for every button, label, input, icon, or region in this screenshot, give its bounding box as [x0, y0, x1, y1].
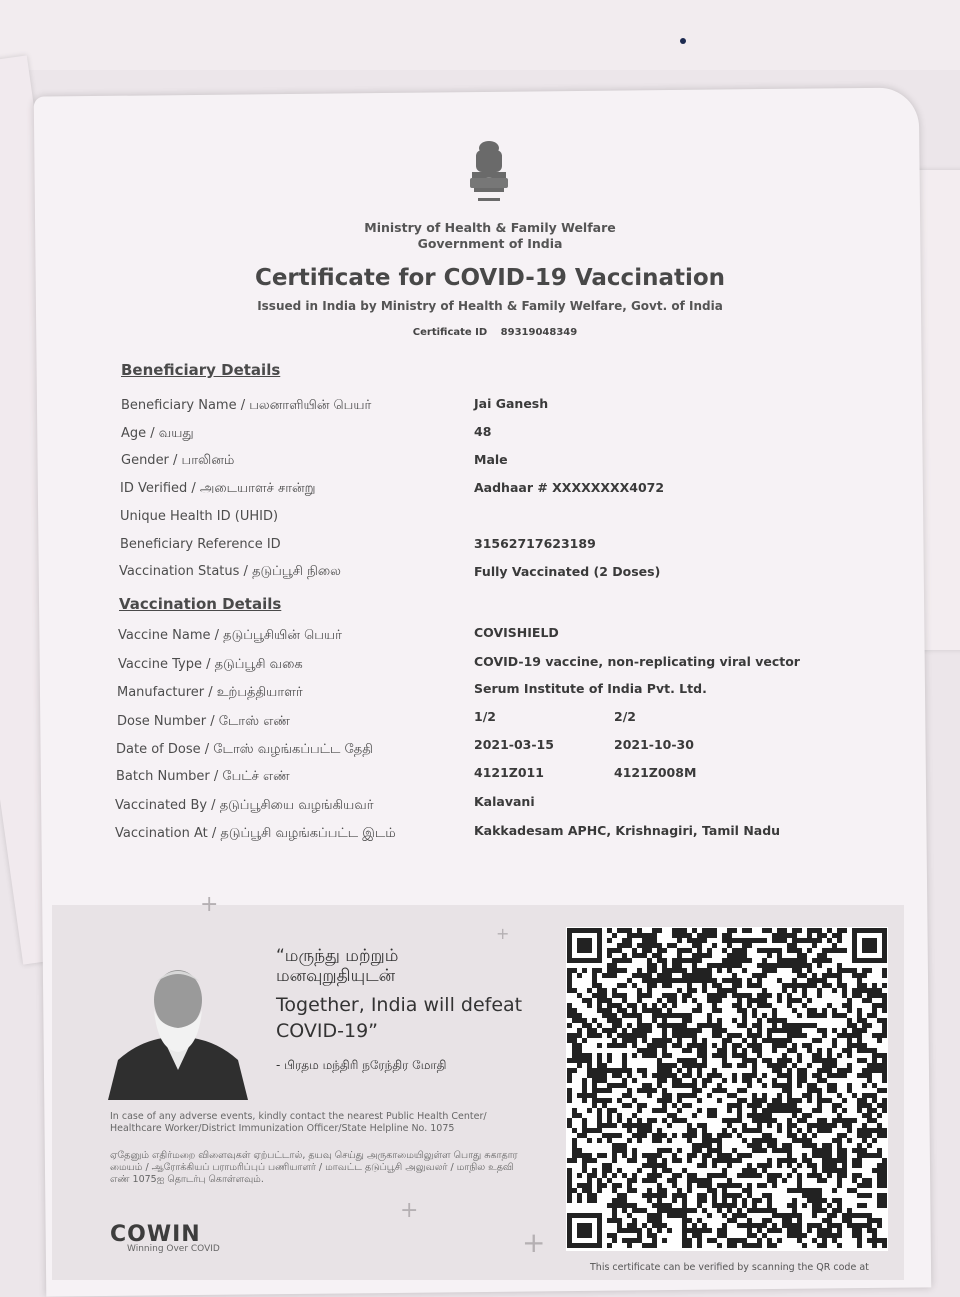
age-label: Age / வயது: [121, 426, 194, 441]
cowin-tagline: Winning Over COVID: [127, 1244, 220, 1254]
dose-2-number: 2/2: [614, 709, 636, 724]
dose-1-batch: 4121Z011: [474, 765, 544, 780]
vaccination-status-label: Vaccination Status / தடுப்பூசி நிலை: [119, 564, 341, 579]
quote-attribution: - பிரதம மந்திரி நரேந்திர மோதி: [276, 1058, 447, 1072]
national-emblem-icon: [464, 138, 514, 210]
dose-number-label: Dose Number / டோஸ் எண்: [117, 714, 290, 729]
dose-2-date: 2021-10-30: [614, 737, 694, 752]
quote-tamil: [276, 946, 446, 986]
gender-value: Male: [474, 452, 508, 467]
gender-label: Gender / பாலினம்: [121, 453, 235, 468]
id-verified-value: Aadhaar # XXXXXXXX4072: [474, 480, 665, 495]
dose-1-date: 2021-03-15: [474, 737, 554, 752]
beneficiary-section-title: Beneficiary Details: [121, 361, 281, 379]
government-name: Government of India: [417, 236, 563, 251]
vaccination-status-value: Fully Vaccinated (2 Doses): [474, 564, 661, 579]
reference-id-label: Beneficiary Reference ID: [120, 537, 281, 552]
dose-2-batch: 4121Z008M: [614, 765, 697, 780]
id-verified-label: ID Verified / அடையாளச் சான்று: [120, 481, 316, 496]
certificate-id-value: 89319048349: [500, 327, 578, 338]
age-value: 48: [474, 424, 492, 439]
cowin-logo: COWIN: [110, 1222, 201, 1247]
vaccine-type-label: Vaccine Type / தடுப்பூசி வகை: [118, 657, 303, 672]
vaccinated-at-value: Kakkadesam APHC, Krishnagiri, Tamil Nadu: [474, 823, 781, 838]
uhid-label: Unique Health ID (UHID): [120, 509, 279, 524]
ministry-header: [0, 220, 960, 252]
dose-1-number: 1/2: [474, 709, 496, 724]
plus-icon: +: [400, 1198, 419, 1223]
quote-english: Together, India will defeat COVID-19”: [276, 994, 523, 1042]
certificate-id: [0, 327, 960, 338]
certificate-id-label: Certificate ID: [412, 327, 488, 338]
helpline-note: In case of any adverse events, kindly contact the nearest Public Health Center/ Healthcare Worker/District Immunization Officer/State Helpline No. 1075: [110, 1111, 487, 1134]
vaccinated-by-label: Vaccinated By / தடுப்பூசியை வழங்கியவர்: [115, 798, 374, 813]
vaccine-name-value: COVISHIELD: [474, 625, 559, 640]
manufacturer-value: Serum Institute of India Pvt. Ltd.: [474, 681, 707, 696]
vaccinated-at-label: Vaccination At / தடுப்பூசி வழங்கப்பட்ட இடம்: [115, 826, 396, 841]
background-paper-top: [0, 0, 960, 70]
vaccination-section-title: Vaccination Details: [119, 595, 282, 613]
verify-note: This certificate can be verified by scanning the QR code at: [590, 1262, 869, 1273]
plus-icon: +: [496, 924, 510, 943]
batch-number-label: Batch Number / பேட்ச் எண்: [116, 769, 290, 784]
manufacturer-label: Manufacturer / உற்பத்தியாளர்: [117, 685, 303, 700]
vaccine-name-label: Vaccine Name / தடுப்பூசியின் பெயர்: [118, 628, 342, 643]
beneficiary-name-label: Beneficiary Name / பலனாளியின் பெயர்: [121, 398, 372, 413]
ministry-name: Ministry of Health & Family Welfare: [364, 220, 616, 235]
ink-dot: [680, 38, 686, 44]
portrait-photo: [108, 960, 248, 1100]
qr-code[interactable]: [566, 927, 888, 1251]
vaccinated-by-value: Kalavani: [474, 794, 535, 809]
reference-id-value: 31562717623189: [474, 536, 596, 551]
beneficiary-name-value: Jai Ganesh: [474, 396, 549, 411]
quote-tamil-text: “மருந்து மற்றும் மனவுறுதியுடன்: [276, 946, 399, 986]
date-of-dose-label: Date of Dose / டோஸ் வழங்கப்பட்ட தேதி: [116, 742, 373, 757]
issued-by: Issued in India by Ministry of Health & Family Welfare, Govt. of India: [257, 299, 723, 313]
certificate-title: Certificate for COVID-19 Vaccination: [254, 265, 726, 291]
helpline-note-tamil: ஏதேனும் எதிர்மறை விளைவுகள் ஏற்பட்டால், தயவு செய்து அருகாமையிலுள்ள பொது சுகாதார மையம் / ஆரோக்கியப் பராமரிப்புப் பணியாளர் / மாவட்ட தடுப்பூசி அலுவலர் / மாநில உதவி எண் 1075ஐ தொடர்பு கொள்ளவும்.: [110, 1150, 518, 1185]
vaccine-type-value: COVID-19 vaccine, non-replicating viral vector: [474, 654, 800, 669]
plus-icon: +: [522, 1226, 546, 1259]
plus-icon: +: [200, 892, 219, 917]
